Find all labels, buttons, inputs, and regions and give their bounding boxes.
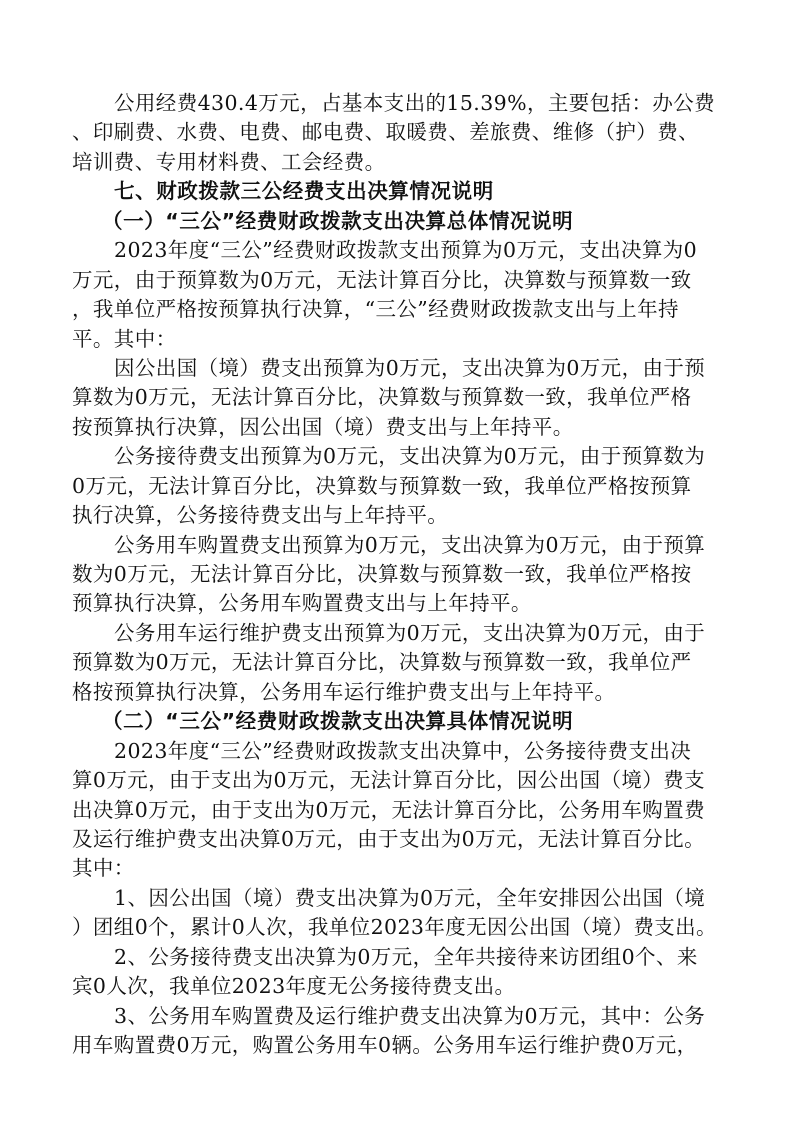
paragraph-line: 、印刷费、水费、电费、邮电费、取暖费、差旅费、维修（护）费、 xyxy=(72,120,699,145)
paragraph-line: 公务用车购置费支出预算为0万元，支出决算为0万元，由于预算 xyxy=(114,532,706,557)
paragraph-line: 公用经费430.4万元，占基本支出的15.39%，主要包括：办公费 xyxy=(114,91,716,115)
paragraph-line: 格按预算执行决算，公务用车运行维护费支出与上年持平。 xyxy=(72,679,616,704)
paragraph-line: 执行决算，公务接待费支出与上年持平。 xyxy=(72,503,449,528)
paragraph-line: ，我单位严格按预算执行决算，“三公”经费财政拨款支出与上年持 xyxy=(72,297,679,322)
paragraph-line: 公务用车运行维护费支出预算为0万元，支出决算为0万元，由于 xyxy=(114,620,706,645)
paragraph-line: 宾0人次，我单位2023年度无公务接待费支出。 xyxy=(72,974,516,999)
paragraph-line: 3、公务用车购置费及运行维护费支出决算为0万元，其中：公务 xyxy=(114,1003,706,1028)
paragraph-line: 2023年度“三公”经费财政拨款支出决算中，公务接待费支出决 xyxy=(114,738,692,763)
paragraph-line: 1、因公出国（境）费支出决算为0万元，全年安排因公出国（境 xyxy=(114,885,706,910)
paragraph-line: ）团组0个，累计0人次，我单位2023年度无因公出国（境）费支出。 xyxy=(72,915,717,940)
paragraph-line: 其中： xyxy=(72,856,135,881)
paragraph-line: 培训费、专用材料费、工会经费。 xyxy=(72,149,386,174)
subsection-heading: （二）“三公”经费财政拨款支出决算具体情况说明 xyxy=(102,709,574,734)
paragraph-line: 万元，由于预算数为0万元，无法计算百分比，决算数与预算数一致 xyxy=(72,267,692,292)
paragraph-line: 数为0万元，无法计算百分比，决算数与预算数一致，我单位严格按 xyxy=(72,562,692,586)
paragraph-line: 公务接待费支出预算为0万元，支出决算为0万元，由于预算数为 xyxy=(114,444,706,469)
paragraph-line: 平。其中： xyxy=(72,326,177,351)
paragraph-line: 用车购置费0万元，购置公务用车0辆。公务用车运行维护费0万元， xyxy=(72,1033,698,1057)
section-heading: 七、财政拨款三公经费支出决算情况说明 xyxy=(114,179,494,204)
subsection-heading: （一）“三公”经费财政拨款支出决算总体情况说明 xyxy=(102,208,574,233)
paragraph-line: 因公出国（境）费支出预算为0万元，支出决算为0万元，由于预 xyxy=(114,355,706,380)
paragraph-line: 算0万元，由于支出为0万元，无法计算百分比，因公出国（境）费支 xyxy=(72,768,705,793)
paragraph-line: 及运行维护费支出决算0万元，由于支出为0万元，无法计算百分比。 xyxy=(72,826,705,851)
paragraph-line: 预算执行决算，公务用车购置费支出与上年持平。 xyxy=(72,591,532,616)
paragraph-line: 0万元，无法计算百分比，决算数与预算数一致，我单位严格按预算 xyxy=(72,473,692,498)
paragraph-line: 算数为0万元，无法计算百分比，决算数与预算数一致，我单位严格 xyxy=(72,385,692,410)
paragraph-line: 2、公务接待费支出决算为0万元，全年共接待来访团组0个、来 xyxy=(114,944,698,969)
paragraph-line: 预算数为0万元，无法计算百分比，决算数与预算数一致，我单位严 xyxy=(72,650,692,675)
document-body xyxy=(72,89,722,1060)
paragraph-line: 按预算执行决算，因公出国（境）费支出与上年持平。 xyxy=(72,414,574,439)
paragraph-line: 出决算0万元，由于支出为0万元，无法计算百分比，公务用车购置费 xyxy=(72,797,705,822)
paragraph-line: 2023年度“三公”经费财政拨款支出预算为0万元，支出决算为0 xyxy=(114,238,698,263)
